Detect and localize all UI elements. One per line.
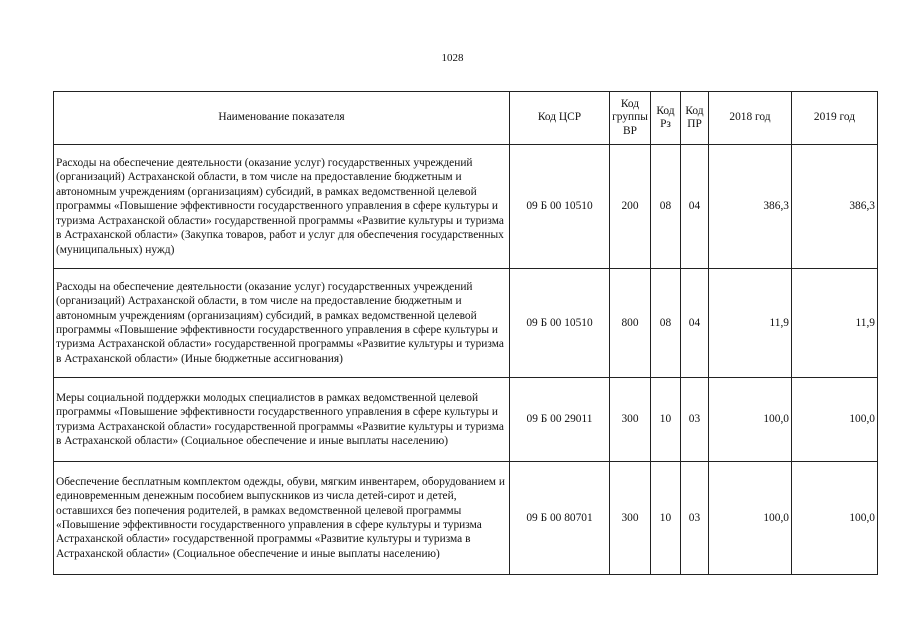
header-name: Наименование показателя	[54, 92, 510, 145]
row-value-2019: 11,9	[792, 269, 878, 378]
row-pr-code: 03	[681, 378, 709, 462]
table-row	[54, 269, 878, 378]
row-rz-code: 08	[651, 269, 681, 378]
row-value-2019: 100,0	[792, 462, 878, 575]
header-year-2019: 2019 год	[792, 92, 878, 145]
header-rz-code: Код Рз	[651, 92, 681, 145]
row-rz-code: 08	[651, 145, 681, 269]
budget-table	[53, 91, 878, 575]
row-rz-code: 10	[651, 462, 681, 575]
row-vr-code: 200	[610, 145, 651, 269]
row-value-2018: 100,0	[709, 462, 792, 575]
row-vr-code: 800	[610, 269, 651, 378]
header-pr-code: Код ПР	[681, 92, 709, 145]
row-name: Обеспечение бесплатным комплектом одежды, обуви, мягким инвентарем, оборудованием и единовременным денежным пособием выпускников из числа детей-сирот и детей, оставшихся без попечения родителей, в рамках ведомственной целевой программы «Повышение эффективности государственного управления в сфере культуры и туризма Астраханской области» государственной программы «Развитие культуры и туризма в Астраханской области» (Социальное обеспечение и иные выплаты населению)	[54, 462, 510, 575]
row-value-2019: 386,3	[792, 145, 878, 269]
row-pr-code: 04	[681, 145, 709, 269]
row-csr-code: 09 Б 00 80701	[510, 462, 610, 575]
row-rz-code: 10	[651, 378, 681, 462]
row-name: Расходы на обеспечение деятельности (оказание услуг) государственных учреждений (организаций) Астраханской области, в том числе на предоставление бюджетным и автономным учреждениям (организациям) субсидий, в рамках ведомственной целевой программы «Повышение эффективности государственного управления в сфере культуры и туризма Астраханской области» государственной программы «Развитие культуры и туризма в Астраханской области» (Иные бюджетные ассигнования)	[54, 269, 510, 378]
row-value-2018: 11,9	[709, 269, 792, 378]
header-csr-code: Код ЦСР	[510, 92, 610, 145]
table-row	[54, 378, 878, 462]
row-name: Меры социальной поддержки молодых специалистов в рамках ведомственной целевой программы «Повышение эффективности государственного управления в сфере культуры и туризма Астраханской области» государственной программы «Развитие культуры и туризма в Астраханской области» (Социальное обеспечение и иные выплаты населению)	[54, 378, 510, 462]
row-pr-code: 03	[681, 462, 709, 575]
row-value-2019: 100,0	[792, 378, 878, 462]
row-pr-code: 04	[681, 269, 709, 378]
table-row	[54, 462, 878, 575]
header-year-2018: 2018 год	[709, 92, 792, 145]
row-value-2018: 100,0	[709, 378, 792, 462]
header-vr-code: Код группы ВР	[610, 92, 651, 145]
table-body	[54, 145, 878, 575]
row-name: Расходы на обеспечение деятельности (оказание услуг) государственных учреждений (организаций) Астраханской области, в том числе на предоставление бюджетным и автономным учреждениям (организациям) субсидий, в рамках ведомственной целевой программы «Повышение эффективности государственного управления в сфере культуры и туризма Астраханской области» государственной программы «Развитие культуры и туризма в Астраханской области» (Закупка товаров, работ и услуг для обеспечения государственных (муниципальных) нужд)	[54, 145, 510, 269]
table-header	[54, 92, 878, 145]
row-vr-code: 300	[610, 378, 651, 462]
row-vr-code: 300	[610, 462, 651, 575]
row-csr-code: 09 Б 00 29011	[510, 378, 610, 462]
table-row	[54, 145, 878, 269]
row-value-2018: 386,3	[709, 145, 792, 269]
header-row	[54, 92, 878, 145]
row-csr-code: 09 Б 00 10510	[510, 145, 610, 269]
page-number: 1028	[441, 52, 464, 64]
row-csr-code: 09 Б 00 10510	[510, 269, 610, 378]
